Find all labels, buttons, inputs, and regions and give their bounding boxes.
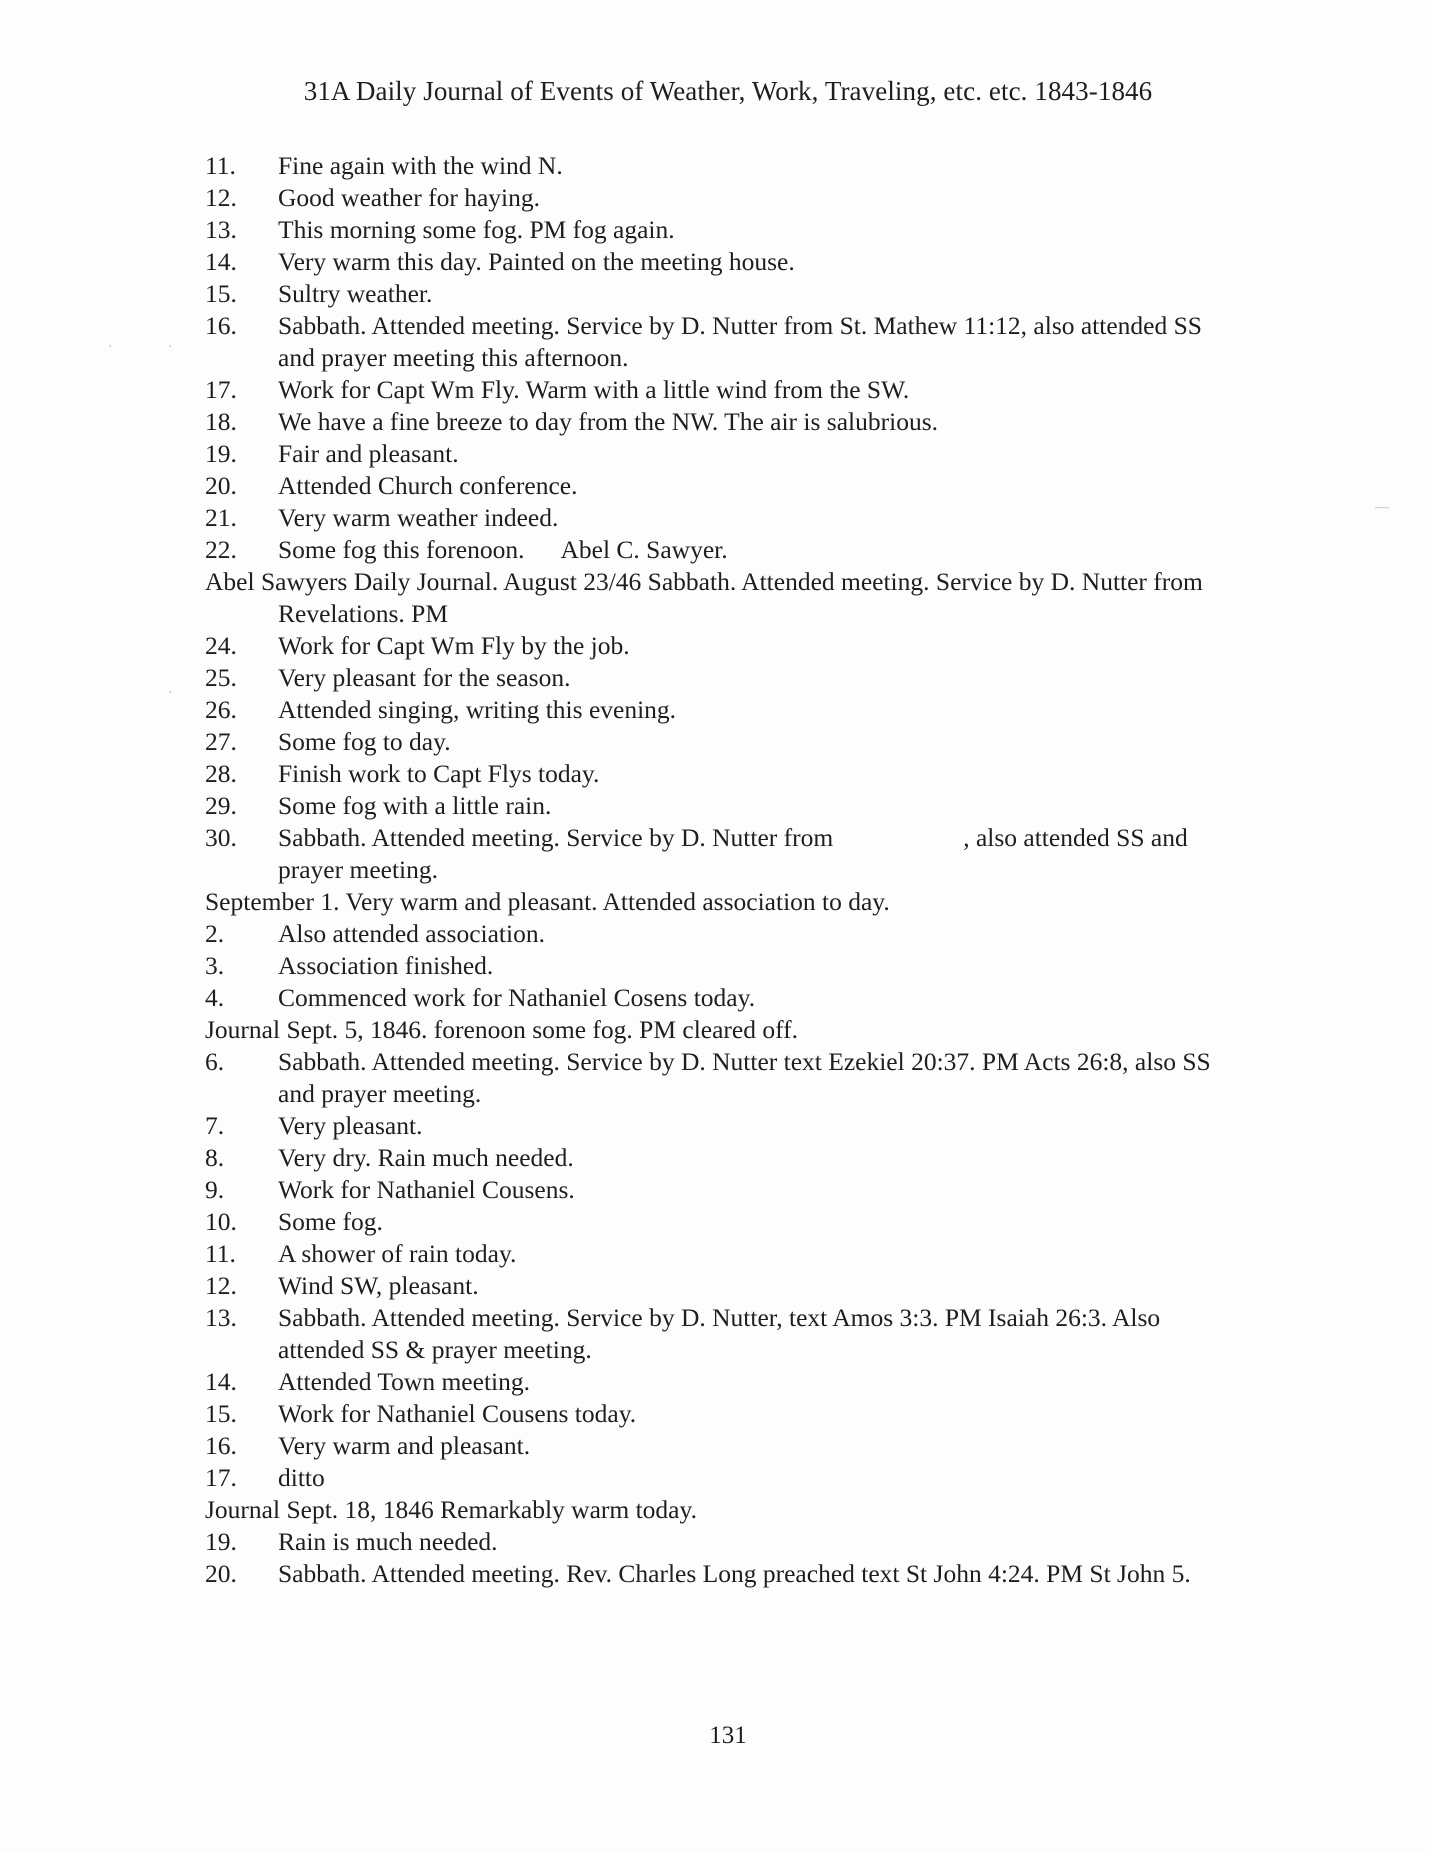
scan-speck: — [1375,500,1389,515]
entry-number: 18. [205,407,237,436]
entry-text [278,822,1215,886]
list-item [205,630,1215,662]
list-item [205,470,1215,502]
list-item [205,726,1215,758]
entry-number: 2. [205,919,225,948]
entry-text: Finish work to Capt Flys today. [278,759,600,788]
entry-text: Work for Capt Wm Fly. Warm with a little wind from the SW. [278,375,910,404]
list-item [205,822,1215,886]
entry-text: Also attended association. [278,919,545,948]
entry-text: Very warm and pleasant. [278,1431,531,1460]
page-number: 131 [709,1722,747,1749]
list-item [205,1270,1215,1302]
entry-text: Some fog. [278,1207,383,1236]
signature: Abel C. Sawyer. [560,535,728,564]
entry-text: Rain is much needed. [278,1527,498,1556]
entry-number: 20. [205,1559,237,1588]
entry-number: 15. [205,279,237,308]
scan-speck: · [108,340,113,355]
entry-number: 15. [205,1399,237,1428]
entry-number: 26. [205,695,237,724]
list-item [205,246,1215,278]
entry-number: 25. [205,663,237,692]
scan-speck: · [168,340,173,355]
entry-text-part-b: , also attended SS and prayer meeting. [278,823,1188,884]
entry-text: ditto [278,1463,325,1492]
entry-number: 12. [205,1271,237,1300]
list-item [205,1238,1215,1270]
list-item [205,1398,1215,1430]
entry-text: Attended Church conference. [278,471,578,500]
entry-number: 17. [205,375,237,404]
entry-text: We have a fine breeze to day from the NW. The air is salubrious. [278,407,939,436]
list-item [205,1174,1215,1206]
list-item [205,1366,1215,1398]
list-item [205,214,1215,246]
list-item [205,790,1215,822]
entry-text: Work for Capt Wm Fly by the job. [278,631,630,660]
entry-text [278,534,1215,566]
entry-text: Sabbath. Attended meeting. Service by D. Nutter from St. Mathew 11:12, also attended SS and prayer meeting this afternoon. [278,311,1202,372]
list-item [205,1110,1215,1142]
entry-number: 30. [205,823,237,852]
list-item [205,534,1215,566]
entry-number: 10. [205,1207,237,1236]
entry-text: Some fog to day. [278,727,451,756]
list-item [205,694,1215,726]
journal-heading-aug23: Abel Sawyers Daily Journal. August 23/46 Sabbath. Attended meeting. Service by D. Nutter from Revelations. PM [205,567,1203,628]
entry-text: Fair and pleasant. [278,439,459,468]
entry-number: 12. [205,183,237,212]
entry-number: 29. [205,791,237,820]
entry-text: Very pleasant. [278,1111,423,1140]
list-item [205,182,1215,214]
entry-text: Very warm weather indeed. [278,503,559,532]
list-item [205,1462,1215,1494]
list-item [205,310,1215,374]
list-item [205,982,1215,1014]
list-item [205,1206,1215,1238]
entry-text: Work for Nathaniel Cousens today. [278,1399,637,1428]
entry-number: 6. [205,1047,225,1076]
entry-text: Wind SW, pleasant. [278,1271,479,1300]
entry-number: 20. [205,471,237,500]
list-item [205,1046,1215,1110]
entry-number: 4. [205,983,225,1012]
entry-number: 11. [205,151,236,180]
list-item [205,1526,1215,1558]
entry-text: Very dry. Rain much needed. [278,1143,574,1172]
journal-entries [205,150,1215,1590]
list-item [205,502,1215,534]
entry-text: Fine again with the wind N. [278,151,563,180]
entry-number: 22. [205,535,237,564]
entry-number: 13. [205,1303,237,1332]
entry-number: 27. [205,727,237,756]
entry-number: 28. [205,759,237,788]
september-1-entry: September 1. Very warm and pleasant. Attended association to day. [205,887,890,916]
entry-number: 19. [205,1527,237,1556]
entry-number: 17. [205,1463,237,1492]
entry-number: 21. [205,503,237,532]
entry-number: 16. [205,311,237,340]
list-item [205,374,1215,406]
entry-text: Very warm this day. Painted on the meeting house. [278,247,795,276]
list-item [205,438,1215,470]
list-item [205,278,1215,310]
entry-text: Work for Nathaniel Cousens. [278,1175,575,1204]
entry-text: Attended Town meeting. [278,1367,530,1396]
entry-text-main: Some fog this forenoon. [278,535,525,564]
list-item [205,1142,1215,1174]
list-item [205,1558,1215,1590]
entry-number: 8. [205,1143,225,1172]
entry-number: 11. [205,1239,236,1268]
list-item [205,406,1215,438]
list-item [205,918,1215,950]
entry-text: A shower of rain today. [278,1239,517,1268]
entry-text: Good weather for haying. [278,183,540,212]
entry-text: Attended singing, writing this evening. [278,695,677,724]
entry-number: 13. [205,215,237,244]
page-title: 31A Daily Journal of Events of Weather, Work, Traveling, etc. etc. 1843-1846 [303,76,1153,106]
entry-text: Very pleasant for the season. [278,663,571,692]
list-item [205,1302,1215,1366]
entry-number: 16. [205,1431,237,1460]
entry-text: Sabbath. Attended meeting. Service by D. Nutter text Ezekiel 20:37. PM Acts 26:8, also SS and prayer meeting. [278,1047,1211,1108]
entry-number: 24. [205,631,237,660]
entry-text: Commenced work for Nathaniel Cosens today. [278,983,756,1012]
list-item [205,662,1215,694]
list-item [205,150,1215,182]
list-item [205,758,1215,790]
entry-number: 14. [205,1367,237,1396]
entry-number: 7. [205,1111,225,1140]
entry-text: Sabbath. Attended meeting. Rev. Charles Long preached text St John 4:24. PM St John 5. [278,1559,1191,1588]
list-item [205,1430,1215,1462]
list-item [205,950,1215,982]
entry-number: 9. [205,1175,225,1204]
scan-speck: · [168,686,173,701]
entry-text-part-a: Sabbath. Attended meeting. Service by D. Nutter from [278,823,834,852]
entry-text: Some fog with a little rain. [278,791,552,820]
entry-text: This morning some fog. PM fog again. [278,215,675,244]
entry-text: Sabbath. Attended meeting. Service by D. Nutter, text Amos 3:3. PM Isaiah 26:3. Also attended SS & prayer meeting. [278,1303,1161,1364]
journal-heading-sept5: Journal Sept. 5, 1846. forenoon some fog. PM cleared off. [205,1015,798,1044]
journal-heading-sept18: Journal Sept. 18, 1846 Remarkably warm today. [205,1495,697,1524]
entry-number: 14. [205,247,237,276]
entry-number: 19. [205,439,237,468]
entry-number: 3. [205,951,225,980]
entry-text: Association finished. [278,951,494,980]
entry-text: Sultry weather. [278,279,433,308]
